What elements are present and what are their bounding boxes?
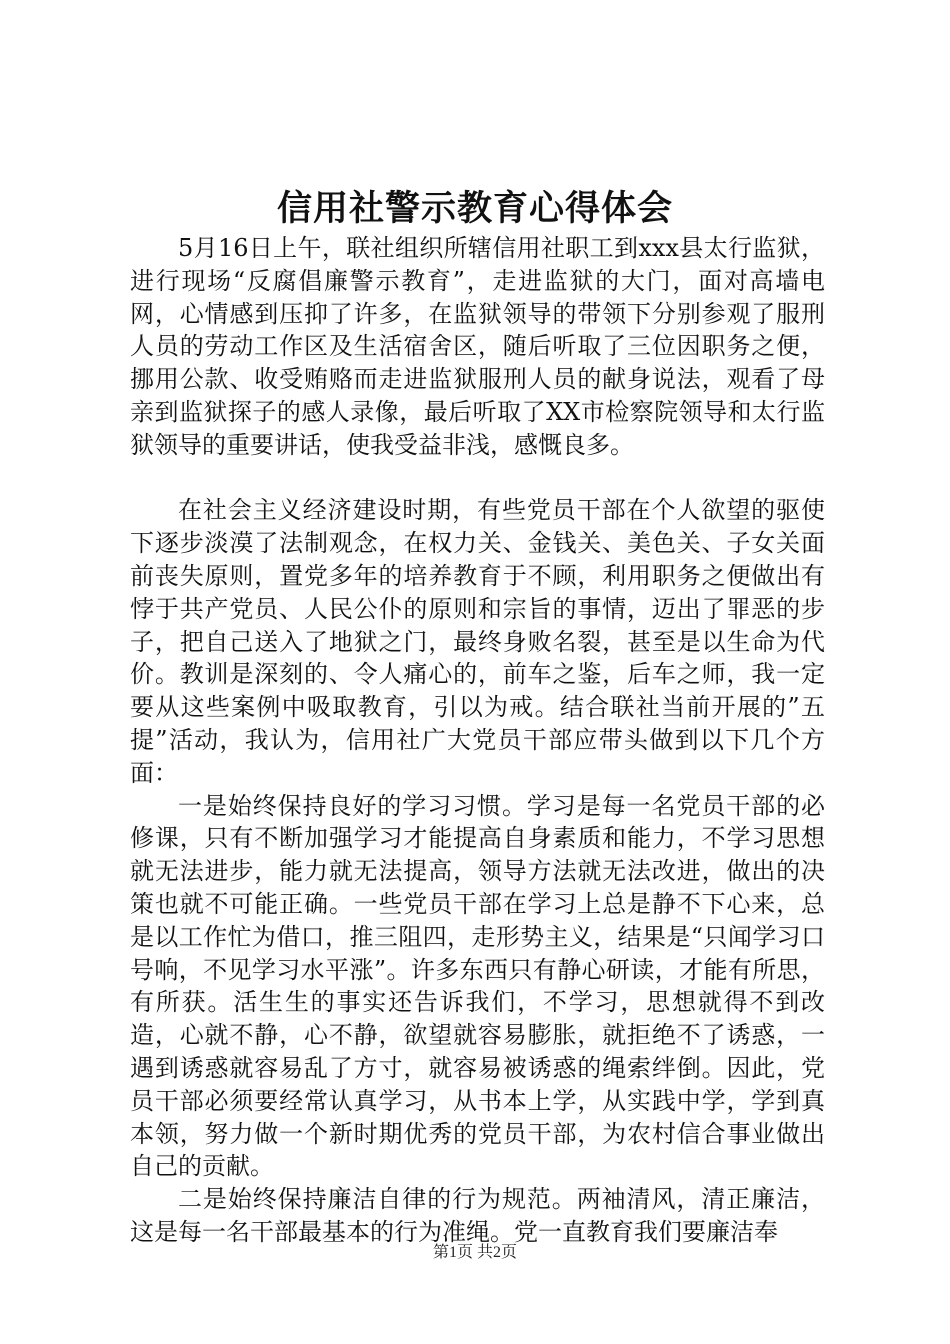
document-title: 信用社警示教育心得体会 [276, 188, 673, 229]
document-body [130, 232, 825, 1249]
paragraph-context: 在社会主义经济建设时期，有些党员干部在个人欲望的驱使下逐步淡漠了法制观念，在权力关、金钱关、美色关、子女关面前丧失原则，置党多年的培养教育于不顾，利用职务之便做出有悖于共产党员、人民公仆的原则和宗旨的事情，迈出了罪恶的步子，把自己送入了地狱之门，最终身败名裂，甚至是以生命为代价。教训是深刻的、令人痛心的，前车之鉴，后车之师，我一定要从这些案例中吸取教育，引以为戒。结合联社当前开展的”五提”活动，我认为，信用社广大党员干部应带头做到以下几个方面： [130, 496, 825, 787]
paragraph-point-two: 二是始终保持廉洁自律的行为规范。两袖清风，清正廉洁，这是每一名干部最基本的行为准绳。党一直教育我们要廉洁奉 [130, 1185, 825, 1246]
page-number-footer: 第1页 共2页 [432, 1244, 517, 1261]
paragraph-intro: 5月16日上午，联社组织所辖信用社职工到xxx县太行监狱，进行现场“反腐倡廉警示教育”，走进监狱的大门，面对高墙电网，心情感到压抑了许多，在监狱领导的带领下分别参观了服刑人员的劳动工作区及生活宿舍区，随后听取了三位因职务之便，挪用公款、收受贿赂而走进监狱服刑人员的献身说法，观看了母亲到监狱探子的感人录像，最后听取了XX市检察院领导和太行监狱领导的重要讲话，使我受益非浅，感慨良多。 [130, 234, 825, 459]
paragraph-point-one: 一是始终保持良好的学习习惯。学习是每一名党员干部的必修课，只有不断加强学习才能提高自身素质和能力，不学习思想就无法进步，能力就无法提高，领导方法就无法改进，做出的决策也就不可能正确。一些党员干部在学习上总是静不下心来，总是以工作忙为借口，推三阻四，走形势主义，结果是“只闻学习口号响，不见学习水平涨”。许多东西只有静心研读，才能有所思，有所获。活生生的事实还告诉我们，不学习，思想就得不到改造，心就不静，心不静，欲望就容易膨胀，就拒绝不了诱惑，一遇到诱惑就容易乱了方寸，就容易被诱惑的绳索绊倒。因此，党员干部必须要经常认真学习，从书本上学，从实践中学，学到真本领，努力做一个新时期优秀的党员干部，为农村信合事业做出自己的贡献。 [130, 791, 825, 1181]
paragraph-spacer [130, 462, 825, 495]
